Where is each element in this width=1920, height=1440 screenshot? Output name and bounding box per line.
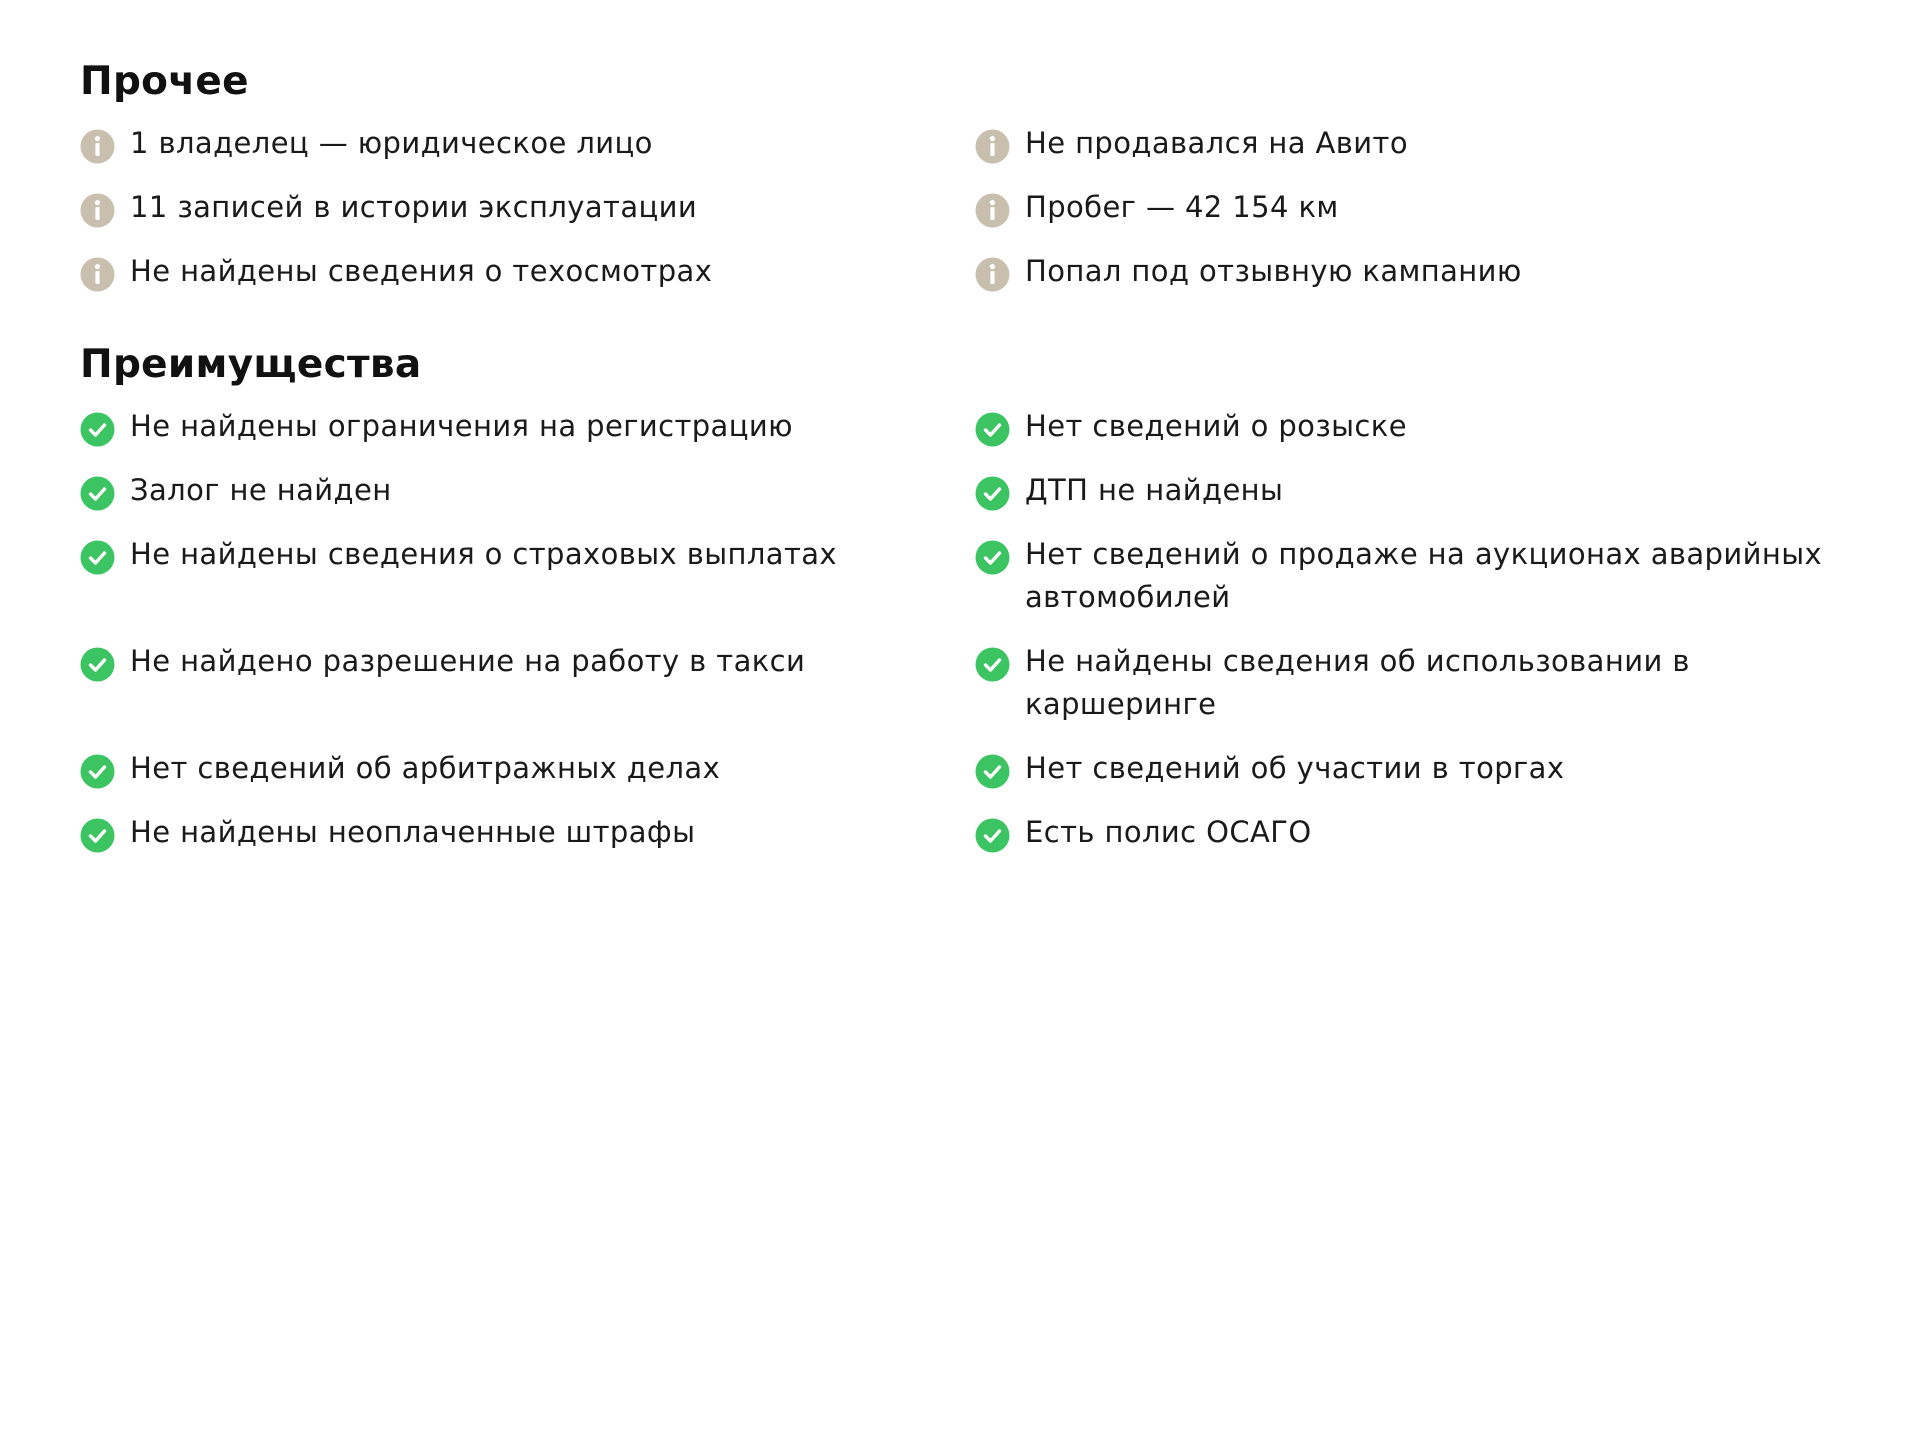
check-circle-icon (80, 412, 115, 447)
other-item-inspections (80, 250, 975, 293)
check-circle-icon (80, 540, 115, 575)
item-text: Не найдено разрешение на работу в такси (130, 644, 806, 678)
check-circle-icon (975, 540, 1010, 575)
other-item-history (80, 186, 975, 229)
advantage-item-fines (80, 811, 975, 854)
check-circle-icon (975, 754, 1010, 789)
section-other (80, 57, 1920, 293)
check-circle-icon (975, 818, 1010, 853)
info-icon (80, 129, 115, 164)
advantage-item-arbitration (80, 747, 975, 790)
info-icon (975, 129, 1010, 164)
item-text: Не найдены сведения об использовании в каршеринге (1025, 644, 1690, 721)
check-circle-icon (975, 647, 1010, 682)
item-text: Залог не найден (130, 473, 392, 507)
item-text: Пробег — 42 154 км (1025, 190, 1339, 224)
info-icon (80, 257, 115, 292)
info-icon (80, 193, 115, 228)
check-circle-icon (80, 818, 115, 853)
other-item-owner (80, 122, 975, 165)
item-text: Нет сведений об участии в торгах (1025, 751, 1565, 785)
advantage-item-insurance-payouts (80, 533, 975, 619)
advantage-item-wanted (975, 405, 1855, 448)
other-item-recall (975, 250, 1855, 293)
section-title-other: Прочее (80, 59, 249, 104)
item-text: Не найдены сведения о страховых выплатах (130, 537, 837, 571)
item-text: Нет сведений о розыске (1025, 409, 1407, 443)
check-circle-icon (80, 754, 115, 789)
other-list (80, 122, 1920, 293)
item-text: Не найдены сведения о техосмотрах (130, 254, 713, 288)
advantage-item-taxi (80, 640, 975, 726)
advantage-item-carsharing (975, 640, 1855, 726)
item-text: Не найдены неоплаченные штрафы (130, 815, 696, 849)
item-text: Попал под отзывную кампанию (1025, 254, 1522, 288)
item-text: 1 владелец — юридическое лицо (130, 126, 653, 160)
advantage-item-pledge (80, 469, 975, 512)
advantage-item-osago (975, 811, 1855, 854)
section-advantages (80, 340, 1920, 854)
item-text: Нет сведений об арбитражных делах (130, 751, 721, 785)
item-text: Не продавался на Авито (1025, 126, 1408, 160)
advantage-item-auctions (975, 533, 1855, 619)
item-text: 11 записей в истории эксплуатации (130, 190, 698, 224)
info-icon (975, 193, 1010, 228)
section-title-advantages: Преимущества (80, 342, 422, 387)
info-icon (975, 257, 1010, 292)
check-circle-icon (975, 412, 1010, 447)
item-text: Есть полис ОСАГО (1025, 815, 1312, 849)
advantage-item-accidents (975, 469, 1855, 512)
advantage-item-registration (80, 405, 975, 448)
item-text: ДТП не найдены (1025, 473, 1284, 507)
other-item-mileage (975, 186, 1855, 229)
other-item-avito (975, 122, 1855, 165)
advantage-item-tenders (975, 747, 1855, 790)
check-circle-icon (80, 476, 115, 511)
item-text: Нет сведений о продаже на аукционах аварийных автомобилей (1025, 537, 1823, 614)
advantages-list (80, 405, 1920, 854)
item-text: Не найдены ограничения на регистрацию (130, 409, 793, 443)
check-circle-icon (80, 647, 115, 682)
check-circle-icon (975, 476, 1010, 511)
